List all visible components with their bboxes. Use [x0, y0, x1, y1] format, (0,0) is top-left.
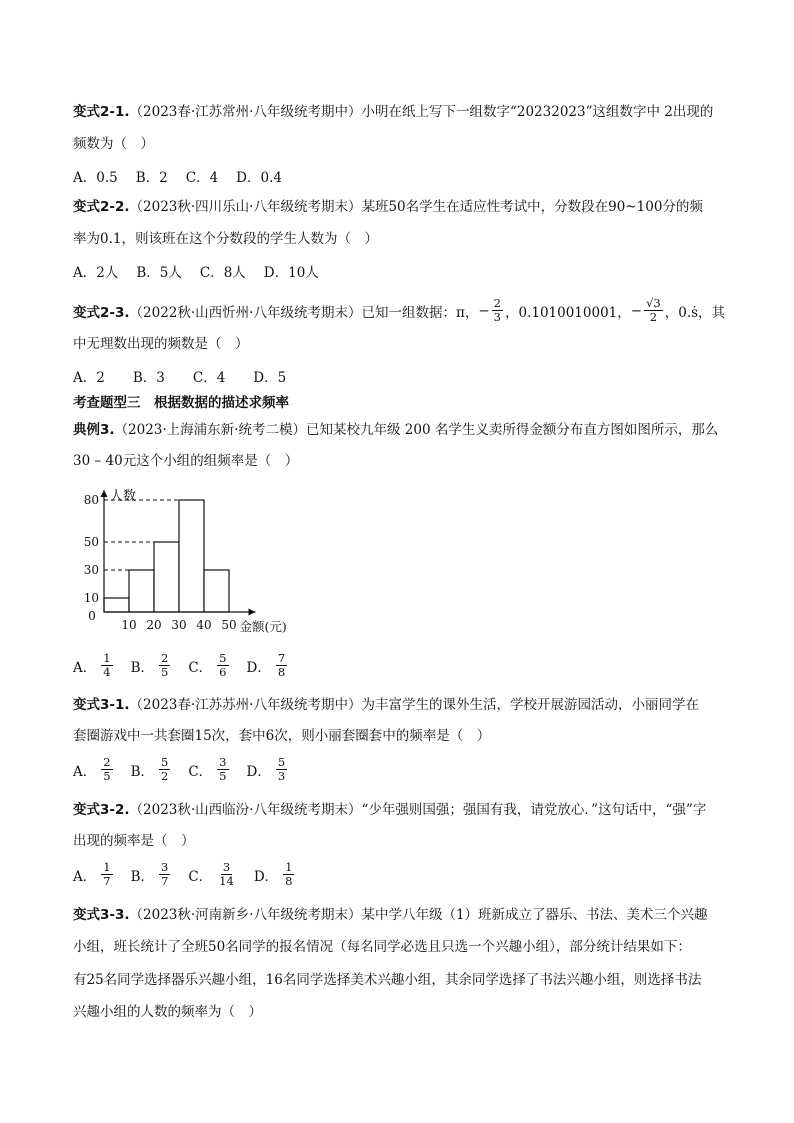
q31-option-c[interactable]	[188, 756, 228, 783]
ex3-option-c[interactable]	[188, 652, 228, 679]
x-tick-label: 40	[196, 618, 212, 632]
section-title: 考查题型三 根据数据的描述求频率	[73, 395, 289, 411]
option-fraction	[101, 861, 112, 888]
q31-option-d[interactable]	[247, 756, 288, 783]
ex3-label: 典例3.	[73, 422, 115, 438]
option-letter: D．	[246, 763, 271, 780]
q23-option-d[interactable]: D．5	[253, 370, 287, 386]
q22-line1: 变式2-2.（2023秋·四川乐山·八年级统考期末）某班50名学生在适应性考试中，分数段在90~100分的频	[73, 199, 703, 215]
x-tick-label: 20	[146, 618, 162, 632]
q21-line2: 频数为（ ）	[73, 136, 154, 152]
q33-line1: 变式3-3.（2023秋·河南新乡·八年级统考期末）某中学八年级（1）班新成立了器乐、书法、美术三个兴趣	[73, 907, 708, 923]
ex3-options	[73, 652, 305, 679]
option-fraction	[101, 756, 112, 783]
q33-label: 变式3-3.	[73, 907, 130, 923]
fraction-numerator: 5	[277, 755, 286, 769]
fraction-numerator: 1	[285, 860, 293, 874]
option-fraction	[276, 756, 287, 783]
fraction-numerator: 2	[103, 755, 111, 769]
x-tick-label: 30	[171, 618, 187, 632]
q32-option-d[interactable]	[254, 861, 295, 888]
y-tick-label: 80	[83, 493, 99, 507]
fraction-numerator: 5	[161, 755, 169, 769]
fraction-denominator: 14	[219, 874, 234, 888]
fraction-denominator: 2	[161, 769, 169, 783]
q32-option-a[interactable]	[73, 861, 113, 888]
fraction-denominator: 4	[103, 665, 111, 679]
fraction-numerator: 1	[103, 651, 111, 665]
q21-label: 变式2-1.	[73, 104, 130, 120]
q31-options	[73, 756, 305, 783]
q23-label: 变式2-3.	[73, 304, 130, 321]
ex3-line2: 30 – 40元这个小组的组频率是（ ）	[73, 453, 299, 469]
q22-option-c[interactable]: C．8人	[199, 265, 246, 281]
fraction-denominator: 8	[285, 874, 293, 888]
histogram-bar	[179, 500, 204, 612]
q23-line1: 变式2-3. （2022秋·山西忻州·八年级统考期末）已知一组数据：π， − $\frac{2}{3}$ ，0.1010010001， − $\frac{√3}{2}$ ，0.ṡ，其	[73, 296, 726, 324]
q21-line1: 变式2-1.（2023春·江苏常州·八年级统考期中）小明在纸上写下一组数字“20232023”这组数字中 2出现的	[73, 104, 714, 120]
ex3-line1: 典例3.（2023·上海浦东新·统考二模）已知某校九年级 200 名学生义卖所得金额分布直方图如图所示，那么	[73, 422, 719, 438]
fraction-denominator: 8	[277, 665, 286, 679]
option-letter: A．	[73, 659, 97, 676]
q32-line1: 变式3-2.（2023秋·山西临汾·八年级统考期末）“少年强则国强；强国有我，请党放心．”这句话中，“强”字	[73, 802, 707, 818]
option-letter: A．	[73, 868, 97, 885]
option-fraction	[101, 652, 112, 679]
option-letter: A．	[73, 763, 97, 780]
q23-fraction-2: $\frac{√3}{2}$	[646, 296, 661, 324]
ex3-option-a[interactable]	[73, 652, 113, 679]
q22-option-b[interactable]: B．5人	[136, 265, 182, 281]
option-letter: C．	[188, 763, 213, 780]
q33-line4: 兴趣小组的人数的频率为（ ）	[73, 1004, 262, 1020]
q32-option-c[interactable]	[188, 861, 235, 888]
q23-option-b[interactable]: B．3	[132, 370, 165, 386]
fraction-numerator: 3	[219, 755, 227, 769]
y-tick-label: 10	[83, 591, 99, 605]
option-fraction	[217, 861, 236, 888]
x-axis-label: 金额(元)	[239, 619, 287, 634]
fraction-denominator: 7	[103, 874, 111, 888]
option-letter: B．	[130, 763, 154, 780]
option-fraction	[217, 756, 228, 783]
q33-line2: 小组，班长统计了全班50名同学的报名情况（每名同学必选且只选一个兴趣小组），部分统计结果如下：	[73, 939, 691, 955]
fraction-denominator: 3	[277, 769, 286, 783]
option-fraction	[159, 652, 170, 679]
x-tick-label: 50	[221, 618, 237, 632]
fraction-numerator: 7	[277, 651, 286, 665]
option-fraction	[159, 756, 170, 783]
q32-label: 变式3-2.	[73, 802, 130, 818]
fraction-numerator: 3	[161, 860, 169, 874]
q31-line2: 套圈游戏中一共套圈15次，套中6次，则小丽套圈套中的频率是（ ）	[73, 728, 491, 744]
q21-option-a[interactable]: A．0.5	[73, 170, 118, 186]
q23-option-a[interactable]: A．2	[73, 370, 105, 386]
q31-option-a[interactable]	[73, 756, 113, 783]
q23-fraction-1: $\frac{2}{3}$	[493, 296, 501, 324]
y-tick-label: 50	[83, 535, 99, 549]
fraction-denominator: 7	[161, 874, 169, 888]
option-letter: B．	[130, 868, 154, 885]
x-tick-label: 10	[121, 618, 137, 632]
fraction-denominator: 6	[219, 665, 227, 679]
option-fraction	[159, 861, 170, 888]
q23-option-c[interactable]: C．4	[192, 370, 226, 386]
origin-label: 0	[88, 609, 96, 623]
q31-label: 变式3-1.	[73, 697, 130, 713]
option-letter: D．	[246, 659, 271, 676]
q21-option-c[interactable]: C．4	[185, 170, 219, 186]
q22-option-a[interactable]: A．2人	[73, 265, 119, 281]
q32-line2: 出现的频率是（ ）	[73, 833, 195, 849]
q31-option-b[interactable]	[131, 756, 171, 783]
histogram-chart	[70, 478, 320, 638]
fraction-numerator: 3	[222, 860, 231, 874]
fraction-numerator: 1	[103, 860, 111, 874]
option-fraction	[283, 861, 294, 888]
q23-line2: 中无理数出现的频数是（ ）	[73, 336, 249, 352]
fraction-numerator: 5	[219, 651, 227, 665]
histogram-bar	[204, 570, 229, 612]
fraction-denominator: 5	[219, 769, 227, 783]
q31-line1: 变式3-1.（2023春·江苏苏州·八年级统考期中）为丰富学生的课外生活，学校开展游园活动，小丽同学在	[73, 697, 699, 713]
fraction-numerator: 2	[161, 651, 169, 665]
option-fraction	[217, 652, 228, 679]
fraction-denominator: 5	[103, 769, 111, 783]
ex3-option-d[interactable]	[247, 652, 288, 679]
histogram-bar	[129, 570, 154, 612]
histogram-bar	[154, 542, 179, 612]
option-letter: C．	[188, 868, 213, 885]
q21-option-d[interactable]: D．0.4	[236, 170, 282, 186]
x-axis-arrow	[249, 609, 256, 616]
q22-label: 变式2-2.	[73, 199, 130, 215]
option-fraction	[276, 652, 287, 679]
y-axis-arrow	[101, 490, 108, 497]
q21-option-b[interactable]: B．2	[135, 170, 168, 186]
y-axis-label: 人数	[110, 489, 137, 504]
ex3-option-b[interactable]	[131, 652, 171, 679]
q22-option-d[interactable]: D．10人	[263, 265, 319, 281]
fraction-denominator: 5	[161, 665, 169, 679]
y-tick-label: 30	[83, 563, 99, 577]
option-letter: B．	[130, 659, 154, 676]
q22-line2: 率为0.1，则该班在这个分数段的学生人数为（ ）	[73, 231, 378, 247]
q23-options	[73, 366, 304, 386]
q21-options	[73, 166, 300, 186]
histogram-bar	[104, 598, 129, 612]
option-letter: D．	[253, 868, 279, 885]
q22-options	[73, 261, 337, 281]
option-letter: C．	[188, 659, 213, 676]
q32-options	[73, 861, 312, 888]
q32-option-b[interactable]	[131, 861, 171, 888]
q33-line3: 有25名同学选择器乐兴趣小组，16名同学选择美术兴趣小组，其余同学选择了书法兴趣小组，则选择书法	[73, 972, 702, 988]
